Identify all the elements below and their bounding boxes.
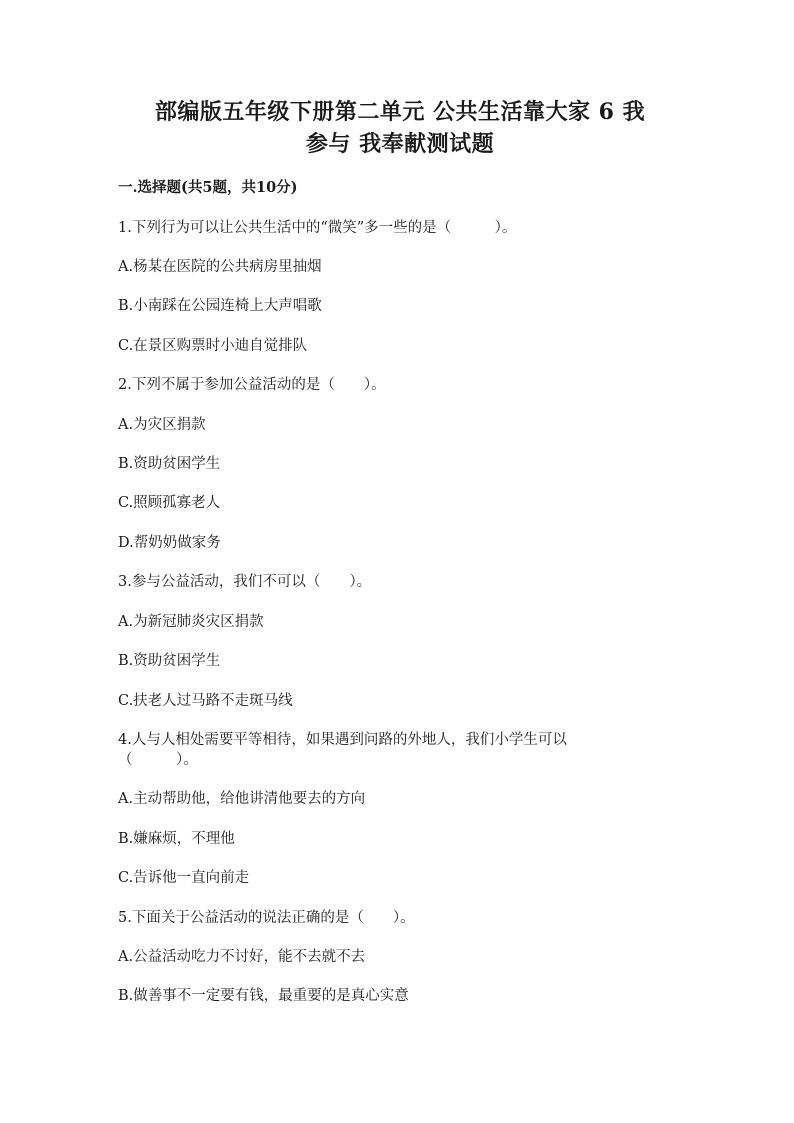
question-1-option-a: A.杨某在医院的公共病房里抽烟: [118, 259, 322, 275]
question-1-stem: 1.下列行为可以让公共生活中的“微笑”多一些的是（ ）。: [118, 220, 517, 236]
question-4-option-b: B.嫌麻烦，不理他: [118, 831, 235, 847]
question-2-option-d: D.帮奶奶做家务: [118, 535, 221, 551]
question-4-option-c: C.告诉他一直向前走: [118, 870, 250, 886]
question-1-option-b: B.小南踩在公园连椅上大声唱歌: [118, 298, 322, 314]
question-4-stem-line-2: （ ）。: [118, 752, 198, 768]
question-4-option-a: A.主动帮助他，给他讲清他要去的方向: [118, 791, 366, 807]
question-3-option-c: C.扶老人过马路不走斑马线: [118, 693, 293, 709]
question-2-option-b: B.资助贫困学生: [118, 456, 221, 472]
question-2-option-c: C.照顾孤寡老人: [118, 495, 221, 511]
question-5-option-b: B.做善事不一定要有钱，最重要的是真心实意: [118, 988, 409, 1004]
section-header: 一.选择题(共5题，共10分): [118, 179, 298, 196]
question-3-option-b: B.资助贫困学生: [118, 653, 221, 669]
title-line-2: 参与 我奉献测试题: [305, 131, 495, 157]
question-2-option-a: A.为灾区捐款: [118, 417, 206, 433]
question-4-stem-line-1: 4.人与人相处需要平等相待，如果遇到问路的外地人，我们小学生可以: [118, 732, 567, 748]
question-5-stem: 5.下面关于公益活动的说法正确的是（ ）。: [118, 910, 415, 926]
question-3-option-a: A.为新冠肺炎灾区捐款: [118, 614, 264, 630]
question-3-stem: 3.参与公益活动，我们不可以（ ）。: [118, 574, 372, 590]
question-5-option-a: A.公益活动吃力不讨好，能不去就不去: [118, 949, 366, 965]
question-1-option-c: C.在景区购票时小迪自觉排队: [118, 338, 308, 354]
page-title: [100, 96, 700, 160]
title-line-1: 部编版五年级下册第二单元 公共生活靠大家 6 我: [154, 99, 646, 125]
question-2-stem: 2.下列不属于参加公益活动的是（ ）。: [118, 377, 386, 393]
